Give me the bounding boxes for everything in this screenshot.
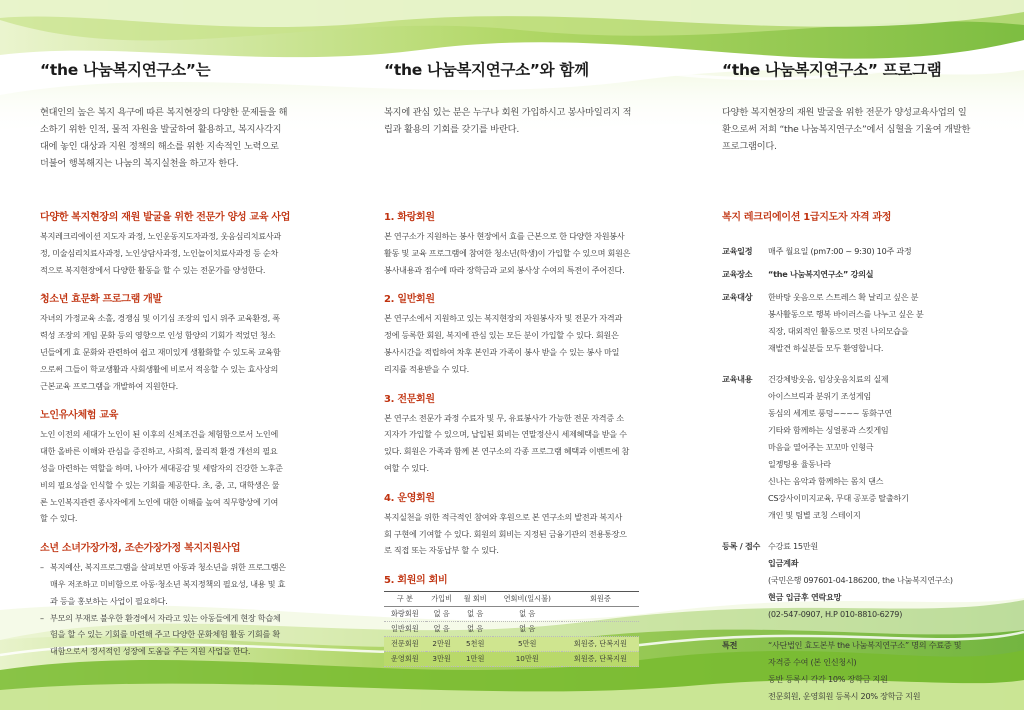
table-cell: 5천원 [458, 637, 493, 652]
table-cell: 일반회원 [384, 622, 426, 637]
place-value: “the 나눔복지연구소” 강의실 [768, 269, 874, 279]
target-lines [768, 289, 984, 357]
table-cell: 화랑회원 [384, 607, 426, 622]
text-line: 복지레크리에이션 지도자 과정, 노인운동지도자과정, 웃음심리치료사과 [40, 231, 281, 241]
text-line: 현금 입금후 연락요망 [768, 592, 842, 602]
text-line: 노인 이전의 세대가 노인이 된 이후의 신체조건을 체험함으로서 노인에 [40, 429, 279, 440]
program-intro-line: 프로그램이다. [722, 141, 777, 152]
column-membership [384, 0, 646, 710]
text-line: 본 연구소 전문가 과정 수료자 및 무, 유료봉사가 가능한 전문 자격증 소 [384, 412, 624, 423]
text-line: 있다. 회원은 가족과 함께 본 연구소의 각종 프로그램 혜택과 이벤트에 참 [384, 446, 630, 457]
table-cell: 2만원 [426, 637, 458, 652]
text-line: 기타와 함께하는 싱얼롱과 스킷게임 [768, 425, 889, 435]
dash-item [40, 610, 340, 660]
program-title: “the 나눔복지연구소” 프로그램 [722, 61, 942, 79]
register-lines [768, 538, 984, 623]
text-line: 여할 수 있다. [384, 462, 429, 473]
benefit-label: 특전 [722, 640, 738, 650]
text-line: 본 연구소에서 지원하고 있는 복지현장의 자원봉사자 및 전문가 자격과 [384, 313, 623, 324]
dash-mark: – [40, 612, 44, 623]
about-intro-line: 더불어 행복해지는 나눔의 복지실천을 하고자 한다. [40, 158, 239, 169]
register-row [722, 538, 984, 623]
about-intro-line: 현대인의 높은 복지 욕구에 따른 복지현장의 다양한 문제들을 해 [40, 107, 288, 118]
program-intro-line: 다양한 복지현장의 재원 발굴을 위한 전문가 양성교육사업의 일 [722, 107, 967, 118]
about-intro-line: 소하기 위한 인적, 물적 자원을 발굴하여 활용하고, 복지사각지 [40, 124, 282, 135]
about-intro [40, 104, 287, 172]
text-line: 리지를 적용받을 수 있다. [384, 363, 469, 374]
section-heading: 1. 화랑회원 [384, 212, 435, 223]
section-heading: 4. 운영회원 [384, 492, 435, 504]
text-line: 회 구현에 기여할 수 있다. 회원의 회비는 지정된 금융기관의 전용통장으 [384, 528, 627, 539]
about-intro-line: 대에 놓인 대상과 지원 정책의 해소를 위한 지속적인 노력으로 [40, 141, 279, 152]
membership-intro-line: 립과 활용의 기회를 갖기를 바란다. [384, 124, 520, 135]
table-cell: 없 음 [458, 622, 493, 637]
target-label: 교육대상 [722, 292, 753, 302]
table-cell: 없 음 [458, 607, 493, 622]
section-heading: 청소년 효문화 프로그램 개발 [40, 294, 162, 306]
benefit-row [722, 637, 984, 705]
text-line: CS강사이미지교육, 무대 공포증 탈출하기 [768, 493, 909, 503]
section-text [384, 228, 646, 278]
about-title: “the 나눔복지연구소”는 [40, 61, 211, 79]
text-line: 직장, 대외적인 활동으로 멋진 나의모습을 [768, 326, 909, 336]
fee-table [384, 591, 639, 667]
column-about [40, 0, 340, 710]
text-line: 복지예산, 복지프로그램을 살펴보면 아동과 청소년을 위한 프로그램은 [50, 562, 286, 573]
table-row [384, 622, 639, 637]
schedule-value: 매주 월요일 (pm7:00 ~ 9:30) 10주 과정 [768, 246, 912, 256]
text-line: 부모의 부재로 불우한 환경에서 자라고 있는 아동들에게 현장 학습체 [50, 612, 281, 623]
dash-item [40, 559, 340, 609]
text-line: 매우 저조하고 미비함으로 아동·청소년 복지정책의 필요성, 내용 및 효 [50, 578, 286, 589]
text-line: 아이스브릭과 분위기 조성게임 [768, 391, 872, 401]
membership-sections [384, 208, 646, 667]
fee-table-header-row [384, 592, 639, 607]
table-cell: 운영회원 [384, 652, 426, 667]
text-line: 과 등을 홍보하는 사업이 필요하다. [50, 595, 168, 606]
section-text [40, 228, 340, 278]
table-cell: 전문회원 [384, 637, 426, 652]
table-cell: 없 음 [493, 607, 562, 622]
table-cell: 없 음 [493, 622, 562, 637]
text-line: 신나는 음악과 함께하는 몸치 댄스 [768, 476, 884, 486]
text-line: 동심의 세계로 풍덩~~~~ 동화구연 [768, 408, 892, 418]
section-text [384, 410, 646, 477]
fee-heading: 5. 회원의 회비 [384, 575, 448, 587]
program-details [722, 208, 984, 705]
membership-intro [384, 104, 631, 138]
text-line: 입금계좌 [768, 558, 799, 568]
about-sections [40, 208, 340, 660]
schedule-label: 교육일정 [722, 246, 753, 256]
table-cell: 5만원 [493, 637, 562, 652]
dash-mark: – [40, 562, 44, 573]
text-line: 봉사내용과 점수에 따라 장학금과 교외 봉사상 수여의 특전이 주어진다. [384, 264, 625, 275]
text-line: 재발견 하실분들 모두 환영합니다. [768, 343, 884, 353]
text-line: 로 직접 또는 자동납부 할 수 있다. [384, 545, 499, 556]
table-cell: 3만원 [426, 652, 458, 667]
text-line: 정, 미술심리치료사과정, 노인상담사과정, 노인놀이치료사과정 등 순차 [40, 247, 279, 258]
section-heading: 소년 소녀가장가정, 조손가장가정 복지지원사업 [40, 543, 241, 555]
section-heading: 다양한 복지현장의 재원 발굴을 위한 전문가 양성 교육 사업 [40, 212, 291, 223]
schedule-row [722, 243, 984, 260]
table-cell: 없 음 [426, 622, 458, 637]
content-row [722, 371, 984, 524]
section-heading: 노인유사체험 교육 [40, 410, 119, 422]
fee-header-cell: 회원증 [562, 592, 639, 607]
text-line: 대함으로서 정서적인 성장에 도움을 주는 지원 사업을 한다. [50, 646, 251, 657]
text-line: 대한 올바른 이해와 관심을 증진하고, 사회적, 물리적 환경 개선의 필요 [40, 446, 278, 457]
text-line: 수강료 15만원 [768, 541, 818, 551]
program-heading: 복지 레크리에이션 1급지도자 자격 과정 [722, 212, 892, 223]
text-line: 으로써 그들이 학교생활과 사회생활에 비로서 적응할 수 있는 효사상의 [40, 363, 279, 374]
text-line: 자녀의 가정교육 소홀, 경쟁심 및 이기심 조장의 입시 위주 교육환경, 폭 [40, 313, 280, 324]
program-intro [722, 104, 970, 155]
table-row [384, 652, 639, 667]
program-intro-line: 환으로써 저희 “the 나눔복지연구소”에서 심혈을 기울여 개발한 [722, 124, 971, 135]
column-program [722, 0, 984, 710]
text-line: 건강체방웃음, 임상웃음치료의 실제 [768, 374, 889, 384]
fee-header-cell: 월 회비 [458, 592, 493, 607]
text-line: 봉사시간을 적립하여 차후 본인과 가족이 봉사 받을 수 있는 봉사 마일 [384, 346, 620, 357]
text-line: 험을 할 수 있는 기회를 마련해 주고 다양한 문화체험 활동 기회를 확 [50, 629, 280, 640]
text-line: 비의 필요성을 인식할 수 있는 기회를 제공한다. 초, 중, 고, 대학생은 물 [40, 479, 280, 490]
text-line: (02-547-0907, H.P 010-8810-6279) [768, 609, 903, 619]
text-line: 일젱팅용 율동나라 [768, 459, 831, 469]
text-line: 론 노인복지관련 종사자에게 노인에 대한 이해를 높여 직무향상에 기여 [40, 496, 279, 507]
text-line: 활동 및 교육 프로그램에 참여한 청소년(학생)이 가입할 수 있으며 회원은 [384, 247, 631, 258]
fee-header-cell: 연회비(일시불) [493, 592, 562, 607]
text-line: 동반 등록시 각각 10% 장학금 지원 [768, 674, 888, 684]
text-line: 복지실천을 위한 적극적인 참여와 후원으로 본 연구소의 발전과 복지사 [384, 511, 623, 522]
text-line: (국민은행 097601-04-186200, the 나눔복지연구소) [768, 575, 953, 585]
membership-title: “the 나눔복지연구소”와 함께 [384, 61, 589, 79]
text-line: “사단법인 효도본부 the 나눔복지연구소” 명의 수료증 및 [768, 640, 962, 650]
text-line: 성을 마련하는 역할을 하며, 나아가 세대공감 및 세람자의 건강한 노후준 [40, 462, 283, 473]
target-row [722, 289, 984, 357]
text-line: 할 수 있다. [40, 513, 78, 524]
text-line: 정에 등록한 회원, 복지에 관심 있는 모든 분이 가입할 수 있다. 회원은 [384, 330, 619, 341]
benefit-lines [768, 637, 984, 705]
table-cell [562, 607, 639, 622]
text-line: 자격증 수여 (본 인신청시) [768, 657, 857, 667]
text-line: 년들에게 효 문화와 관련하여 쉽고 재미있게 생활화할 수 있도록 교육함 [40, 346, 281, 357]
text-line: 본 연구소가 지원하는 봉사 현장에서 효를 근본으로 한 다양한 자원봉사 [384, 231, 625, 241]
text-line: 봉사활동으로 행복 바이러스를 나누고 싶은 분 [768, 309, 924, 319]
table-cell: 회원증, 단복지원 [562, 652, 639, 667]
table-row [384, 637, 639, 652]
table-cell: 10만원 [493, 652, 562, 667]
place-label: 교육장소 [722, 269, 753, 279]
table-cell: 회원증, 단복지원 [562, 637, 639, 652]
section-text [384, 310, 646, 377]
table-cell: 1만원 [458, 652, 493, 667]
text-line: 지자가 가입할 수 있으며, 납입된 회비는 연말정산시 세제혜택을 받을 수 [384, 429, 627, 440]
section-heading: 2. 일반회원 [384, 294, 435, 306]
section-text [40, 426, 340, 527]
section-text [384, 509, 646, 559]
text-line: 근본교육 프로그램을 개발하여 지원한다. [40, 380, 178, 391]
text-line: 력성 조장의 게임 문화 등의 영향으로 인성 함양의 기회가 적었던 청소 [40, 330, 276, 341]
text-line: 한바탕 웃음으로 스트레스 확 날리고 싶은 분 [768, 292, 919, 302]
text-line: 개인 및 팀별 코칭 스테이지 [768, 510, 861, 520]
membership-intro-line: 복지에 관심 있는 분은 누구나 회원 가입하시고 봉사마일리지 적 [384, 107, 632, 118]
fee-header-cell: 가입비 [426, 592, 458, 607]
place-row [722, 266, 984, 283]
content-lines [768, 371, 984, 524]
fee-header-cell: 구 분 [384, 592, 426, 607]
table-cell: 없 음 [426, 607, 458, 622]
table-cell [562, 622, 639, 637]
text-line: 마음을 열어주는 꼬꼬마 인형극 [768, 442, 874, 452]
table-row [384, 607, 639, 622]
text-line: 적으로 복지현장에서 다양한 활동을 할 수 있는 전문가를 양성한다. [40, 264, 266, 275]
section-heading: 3. 전문회원 [384, 393, 435, 405]
section-text [40, 310, 340, 394]
text-line: 전문회원, 운영회원 등록시 20% 장학금 지원 [768, 691, 921, 701]
register-label: 등록 / 접수 [722, 541, 761, 551]
content-label: 교육내용 [722, 374, 753, 384]
